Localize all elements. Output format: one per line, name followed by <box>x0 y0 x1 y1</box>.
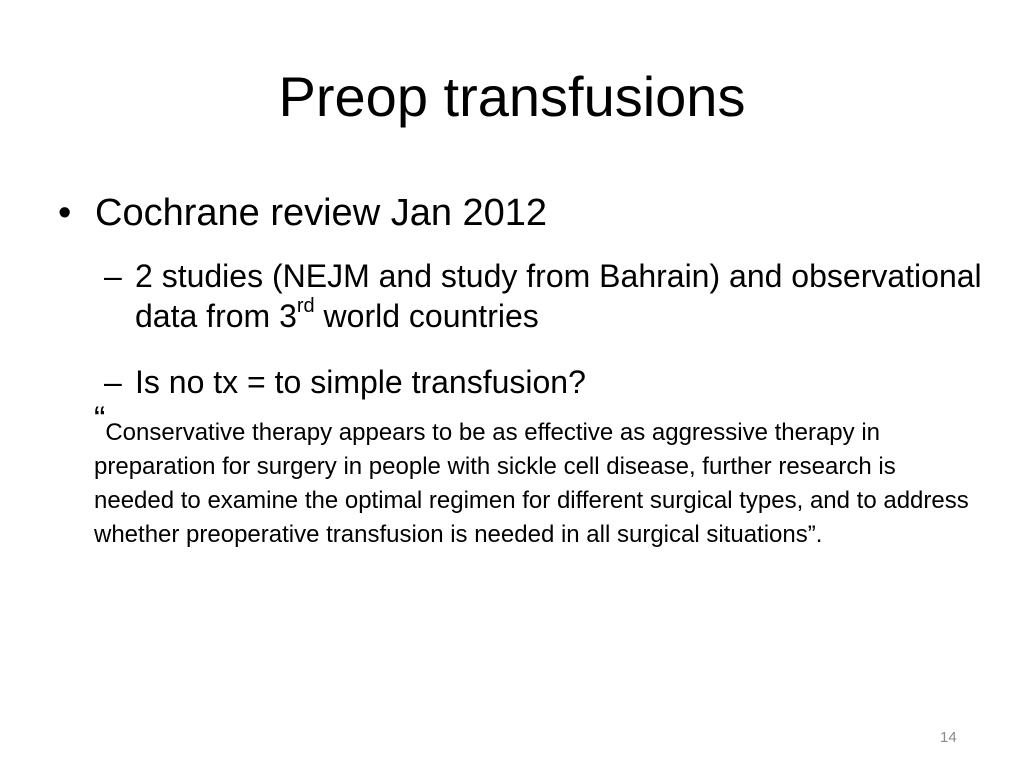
subbullet-marker: – <box>104 258 122 294</box>
slide-title: Preop transfusions <box>278 65 746 128</box>
bullet-marker: • <box>58 192 72 234</box>
subbullet-text <box>135 256 984 336</box>
subbullet-text-main: 2 studies (NEJM and study from Bahrain) and observational data from 3 <box>135 258 982 334</box>
subbullet-question <box>104 362 984 402</box>
subbullet-studies <box>104 256 984 336</box>
subbullet-marker: – <box>104 364 122 400</box>
subbullet-text-tail: world countries <box>314 298 539 334</box>
page-number: 14 <box>940 729 957 746</box>
bullet-cochrane <box>58 188 547 238</box>
cochrane-quote <box>94 400 974 552</box>
bullet-text: Cochrane review Jan 2012 <box>95 192 548 234</box>
subbullet-text: Is no tx = to simple transfusion? <box>135 364 586 400</box>
quote-text: Conservative therapy appears to be as effective as aggressive therapy in preparation for surgery in people with sickle cell disease, further research is needed to examine the optimal regimen for different surgical types, and to address whether preoperative transfusion is needed in all surgical situations”. <box>94 419 969 548</box>
ordinal-superscript: rd <box>296 295 315 318</box>
open-quote-mark: “ <box>94 400 106 438</box>
